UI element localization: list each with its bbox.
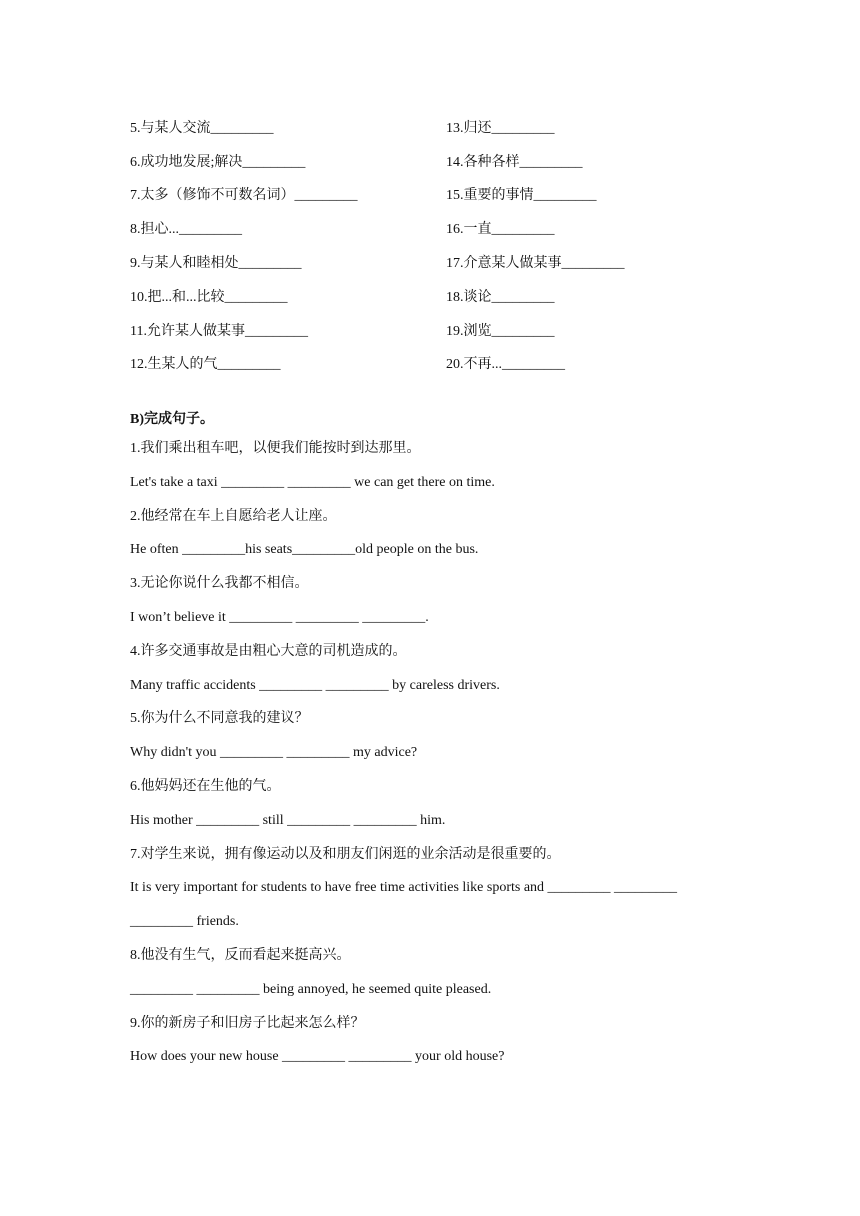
question-english: He often _________his seats_________old people on the bus. [130,542,479,558]
vocab-item: 15.重要的事情_________ [446,188,597,204]
question-chinese: 7.对学生来说，拥有像运动以及和朋友们闲逛的业余活动是很重要的。 [130,846,561,862]
question-chinese: 8.他没有生气，反而看起来挺高兴。 [130,947,351,963]
question-english: Why didn't you _________ _________ my advice? [130,745,418,761]
vocab-item: 9.与某人和睦相处_________ [130,256,302,272]
question-chinese: 5.你为什么不同意我的建议？ [130,711,309,727]
question-english: It is very important for students to have free time activities like sports and _________ _________ [130,880,678,896]
vocab-row [130,178,770,212]
question-chinese: 9.你的新房子和旧房子比起来怎么样？ [130,1015,365,1031]
vocab-item: 18.谈论_________ [446,289,555,305]
question-chinese: 4.许多交通事故是由粗心大意的司机造成的。 [130,643,407,659]
question-english: How does your new house _________ _________ your old house? [130,1049,505,1065]
question-chinese: 3.无论你说什么我都不相信。 [130,576,309,592]
vocab-item: 16.一直_________ [446,222,555,238]
question-chinese: 1.我们乘出租车吧，以便我们能按时到达那里。 [130,441,421,456]
vocab-item: 11.允许某人做某事_________ [130,323,308,339]
vocabulary-list [130,110,770,380]
section-b [130,408,750,1074]
vocab-row [130,245,770,279]
question-english: Let's take a taxi _________ _________ we can get there on time. [130,474,495,490]
vocab-item: 17.介意某人做某事_________ [446,256,625,272]
question-english: His mother _________ still _________ _________ him. [130,812,446,828]
question-english: _________ _________ being annoyed, he seemed quite pleased. [130,981,492,997]
question-chinese: 2.他经常在车上自愿给老人让座。 [130,508,337,524]
vocab-item: 8.担心..._________ [130,222,242,238]
vocab-row [130,347,770,381]
vocab-item: 7.太多（修饰不可数名词）_________ [130,188,358,204]
question-chinese: 6.他妈妈还在生他的气。 [130,778,281,794]
vocab-row [130,313,770,347]
question-english: Many traffic accidents _________ _________ by careless drivers. [130,677,500,693]
vocab-row [130,211,770,245]
vocab-item: 14.各种各样_________ [446,154,583,170]
vocab-item: 20.不再..._________ [446,357,565,373]
vocab-item: 5.与某人交流_________ [130,120,274,136]
vocab-item: 10.把...和...比较_________ [130,289,288,305]
vocab-item: 13.归还_________ [446,120,555,136]
question-english-continued: _________ friends. [130,914,239,930]
vocab-row [130,279,770,313]
vocab-row [130,144,770,178]
vocab-item: 19.浏览_________ [446,323,555,339]
vocab-item: 12.生某人的气_________ [130,357,281,373]
vocab-item: 6.成功地发展;解决_________ [130,154,306,170]
section-heading: B)完成句子。 [130,412,214,427]
question-english: I won’t believe it _________ _________ _________. [130,609,429,625]
vocab-row [130,110,770,144]
